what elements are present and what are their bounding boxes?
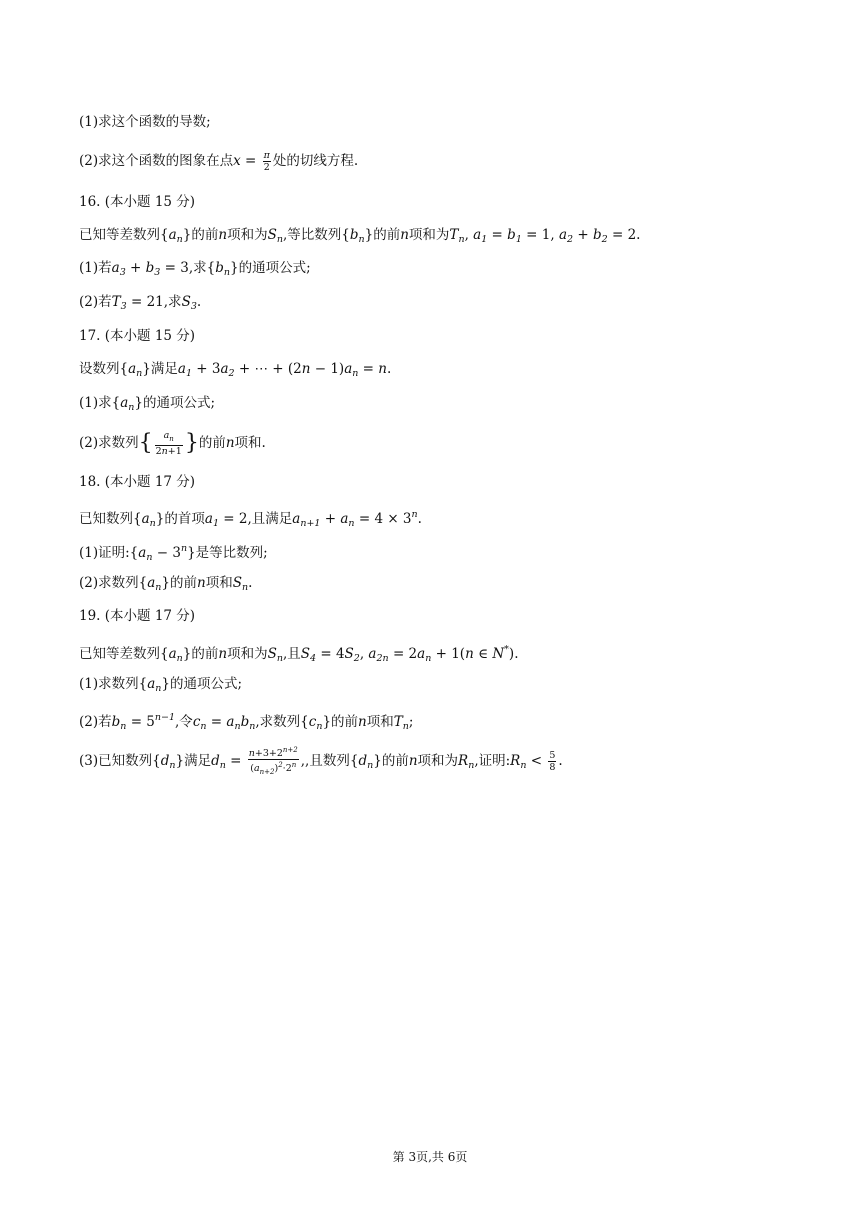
q19-heading: 19. (本小题 17 分) xyxy=(79,608,196,624)
q19-part1: (1)求数列$\{a_n\}$的通项公式; xyxy=(79,676,243,694)
q17-heading: 17. (本小题 15 分) xyxy=(79,328,196,344)
q18-stem: 已知数列$\{a_n\}$的首项$a_1 = 2$,且满足$a_{n+1} + a_n = 4 \times 3^n$. xyxy=(79,509,422,529)
q16-part2: (2)若$T_3 = 21$,求$S_3$. xyxy=(79,294,202,312)
q19-part3: (3)已知数列$\{d_n\}$满足$d_n$ = $\frac{n+3+2^{n+2}}{(a_{n+2})^2\cdot 2^n}$ ,,且数列$\{d_n\}$的前n项和为$R_n$,证明$:R_n$ < $\frac{5}{8}$ . xyxy=(79,746,563,776)
q19-part2: (2)若$b_n = 5^{n-1}$,令$c_n = a_nb_n$,求数列$\{c_n\}$的前n项和$T_n$; xyxy=(79,712,414,732)
q19-stem: 已知等差数列$\{a_n\}$的前n项和为$S_n$,且$S_4 = 4S_2$, $a_{2n} = 2a_n + 1(n$ ∈ N*). xyxy=(79,644,519,664)
fraction-pi-over-2: $\frac{\pi}{2}$ xyxy=(263,150,270,173)
q16-heading: 16. (本小题 15 分) xyxy=(79,194,196,210)
q18-part1: (1)证明$:\{a_n - 3^n\}$是等比数列; xyxy=(79,543,268,563)
q17-part2: (2)求数列{ $\frac{a_n}{2n+1}$ }的前n项和. xyxy=(79,430,266,457)
q17-part1: (1)求$\{a_n\}$的通项公式; xyxy=(79,395,216,413)
q18-heading: 18. (本小题 17 分) xyxy=(79,474,196,490)
q17-stem: 设数列$\{a_n\}$满足$a_1 + 3a_2$ + ⋯ + $(2n - 1)a_n = n$. xyxy=(79,361,392,379)
q15-part1: (1)求这个函数的导数; xyxy=(79,114,211,130)
fraction-5-8: $\frac{5}{8}$ xyxy=(549,750,556,773)
page-footer: 第 3页,共 6页 xyxy=(392,1150,468,1164)
q16-stem: 已知等差数列$\{a_n\}$的前n项和为$S_n$,等比数列$\{b_n\}$的前n项和为$T_n$, $a_1 = b_1 = 1$, $a_2 + b_2 = 2$. xyxy=(79,227,641,245)
q16-part1: (1)若$a_3 + b_3 = 3$,求$\{b_n\}$的通项公式; xyxy=(79,260,311,278)
q15-part2: (2)求这个函数的图象在点x = $\frac{\pi}{2}$ 处的切线方程. xyxy=(79,150,359,173)
q18-part2: (2)求数列$\{a_n\}$的前n项和$S_n$. xyxy=(79,575,253,593)
fraction-dn: $\frac{n+3+2^{n+2}}{(a_{n+2})^2\cdot 2^n}$ xyxy=(248,746,298,776)
fraction-an-over-2n1: $\frac{a_n}{2n+1}$ xyxy=(155,430,182,457)
